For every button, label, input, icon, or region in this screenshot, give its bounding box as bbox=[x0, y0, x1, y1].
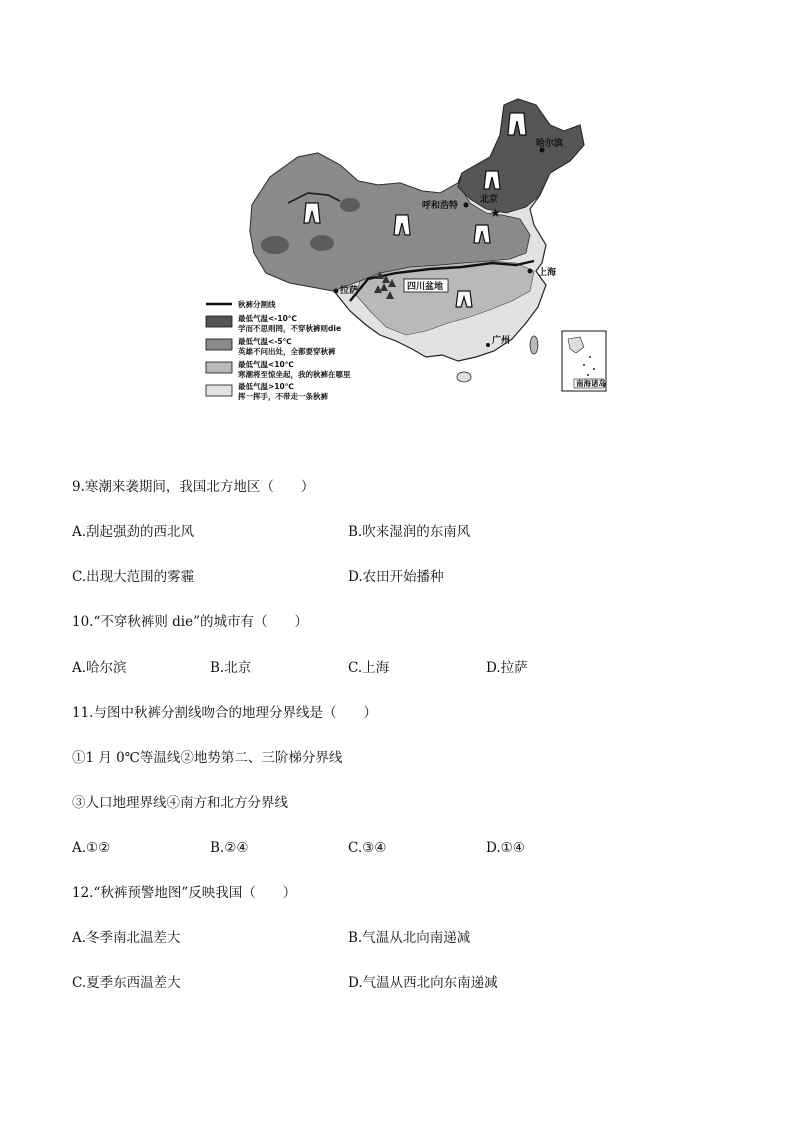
q12-option-a[interactable]: A.冬季南北温差大 bbox=[72, 930, 181, 946]
legend-line-label: 秋裤分割线 bbox=[238, 300, 276, 309]
q12-option-c[interactable]: C.夏季东西温差大 bbox=[72, 975, 181, 991]
city-label-shanghai: 上海 bbox=[538, 268, 557, 278]
legend-1-label: 最低气温<-10℃ bbox=[238, 314, 297, 323]
city-label-guangzhou: 广州 bbox=[492, 336, 511, 346]
city-label-hohhot: 呼和浩特 bbox=[422, 201, 459, 211]
south-china-sea-inset bbox=[562, 331, 606, 391]
legend-2-label: 最低气温<-5℃ bbox=[238, 337, 292, 346]
inset-label: 南海诸岛 bbox=[576, 379, 606, 388]
q11-option-a[interactable]: A.①② bbox=[72, 840, 111, 856]
china-temperature-map bbox=[200, 95, 620, 405]
q11-option-b[interactable]: B.②④ bbox=[210, 840, 249, 856]
question-12-stem: 12.“秋裤预警地图”反映我国（ ） bbox=[72, 885, 297, 901]
city-label-harbin: 哈尔滨 bbox=[536, 139, 564, 149]
legend-3-label: 最低气温<10℃ bbox=[238, 360, 294, 369]
legend-4-sub: 挥一挥手，不带走一条秋裤 bbox=[238, 392, 328, 401]
city-label-lhasa: 拉萨 bbox=[340, 286, 359, 296]
q9-option-c[interactable]: C.出现大范围的雾霾 bbox=[72, 569, 195, 585]
q9-option-a[interactable]: A.刮起强劲的西北风 bbox=[72, 524, 195, 540]
svg-text:★: ★ bbox=[490, 206, 501, 220]
legend-4-label: 最低气温>10℃ bbox=[238, 382, 294, 391]
question-11-stem: 11.与图中秋裤分割线吻合的地理分界线是（ ） bbox=[72, 705, 377, 721]
q10-option-c[interactable]: C.上海 bbox=[348, 660, 390, 676]
question-10-stem: 10.“不穿秋裤则 die”的城市有（ ） bbox=[72, 614, 309, 630]
q10-option-b[interactable]: B.北京 bbox=[210, 660, 252, 676]
question-9-stem: 9.寒潮来袭期间，我国北方地区（ ） bbox=[72, 479, 315, 495]
legend-3-sub: 寒潮将至惊坐起，我的秋裤在哪里 bbox=[238, 370, 351, 379]
q11-statement-line-2: ③人口地理界线④南方和北方分界线 bbox=[72, 795, 288, 811]
city-label-sichuan: 四川盆地 bbox=[407, 282, 444, 292]
q9-option-b[interactable]: B.吹来湿润的东南风 bbox=[348, 524, 471, 540]
map-svg bbox=[200, 95, 620, 405]
legend-1-sub: 学而不思则罔，不穿秋裤则die bbox=[238, 324, 342, 333]
q10-option-a[interactable]: A.哈尔滨 bbox=[72, 660, 127, 676]
q12-option-d[interactable]: D.气温从西北向东南递减 bbox=[348, 975, 498, 991]
q11-option-c[interactable]: C.③④ bbox=[348, 840, 387, 856]
q12-option-b[interactable]: B.气温从北向南递减 bbox=[348, 930, 471, 946]
q11-statement-line-1: ①1 月 0℃等温线②地势第二、三阶梯分界线 bbox=[72, 750, 343, 766]
legend-2-sub: 英雄不问出处，全都要穿秋裤 bbox=[238, 347, 336, 356]
map-legend bbox=[206, 299, 351, 402]
city-label-beijing: 北京 bbox=[480, 195, 499, 205]
q10-option-d[interactable]: D.拉萨 bbox=[486, 660, 528, 676]
q9-option-d[interactable]: D.农田开始播种 bbox=[348, 569, 444, 585]
q11-option-d[interactable]: D.①④ bbox=[486, 840, 525, 856]
